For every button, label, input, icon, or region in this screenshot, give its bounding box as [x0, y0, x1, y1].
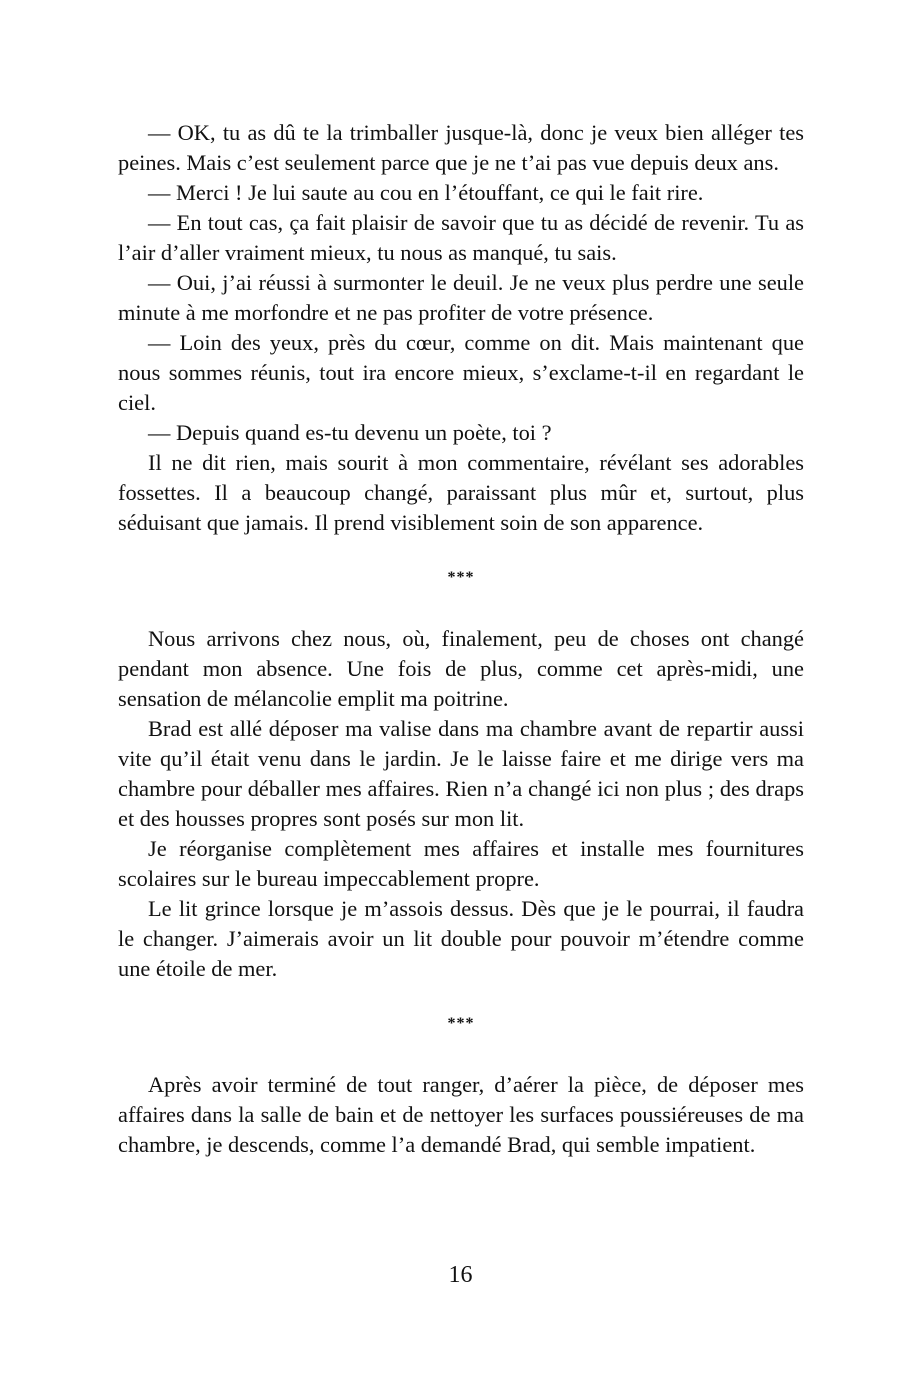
section-3	[118, 1070, 804, 1160]
paragraph: — Loin des yeux, près du cœur, comme on dit. Mais maintenant que nous sommes réunis, tout ira encore mieux, s’exclame-t-il en regardant le ciel.	[118, 330, 804, 415]
paragraph: — Depuis quand es-tu devenu un poète, toi ?	[148, 420, 552, 445]
paragraph: — OK, tu as dû te la trimballer jusque-là, donc je veux bien alléger tes peines. Mais c’est seulement parce que je ne t’ai pas vue depuis deux ans.	[118, 120, 804, 175]
section-separator: ***	[447, 1015, 475, 1032]
paragraph: Après avoir terminé de tout ranger, d’aérer la pièce, de déposer mes affaires dans la salle de bain et de nettoyer les surfaces poussiéreuses de ma chambre, je descends, comme l’a demandé Brad, qui semble impatient.	[118, 1072, 804, 1157]
paragraph: — Oui, j’ai réussi à surmonter le deuil. Je ne veux plus perdre une seule minute à me morfondre et ne pas profiter de votre présence.	[118, 270, 804, 325]
paragraph: Il ne dit rien, mais sourit à mon commentaire, révélant ses adorables fossettes. Il a beaucoup changé, paraissant plus mûr et, surtout, plus séduisant que jamais. Il prend visiblement soin de son apparence.	[118, 450, 804, 535]
paragraph: Le lit grince lorsque je m’assois dessus. Dès que je le pourrai, il faudra le changer. J’aimerais avoir un lit double pour pouvoir m’étendre comme une étoile de mer.	[118, 896, 804, 981]
book-page	[118, 118, 804, 1160]
paragraph: Je réorganise complètement mes affaires et installe mes fournitures scolaires sur le bureau impeccablement propre.	[118, 836, 804, 891]
paragraph: Nous arrivons chez nous, où, finalement, peu de choses ont changé pendant mon absence. Une fois de plus, comme cet après-midi, une sensation de mélancolie emplit ma poitrine.	[118, 626, 804, 711]
section-separator: ***	[447, 569, 475, 586]
paragraph: — Merci ! Je lui saute au cou en l’étouffant, ce qui le fait rire.	[148, 180, 704, 205]
section-1	[118, 118, 804, 538]
paragraph: Brad est allé déposer ma valise dans ma chambre avant de repartir aussi vite qu’il était venu dans le jardin. Je le laisse faire et me dirige vers ma chambre pour déballer mes affaires. Rien n’a changé ici non plus ; des draps et des housses propres sont posés sur mon lit.	[118, 716, 804, 831]
paragraph: — En tout cas, ça fait plaisir de savoir que tu as décidé de revenir. Tu as l’air d’aller vraiment mieux, tu nous as manqué, tu sais.	[118, 210, 804, 265]
section-2	[118, 624, 804, 984]
page-number: 16	[448, 1262, 473, 1288]
